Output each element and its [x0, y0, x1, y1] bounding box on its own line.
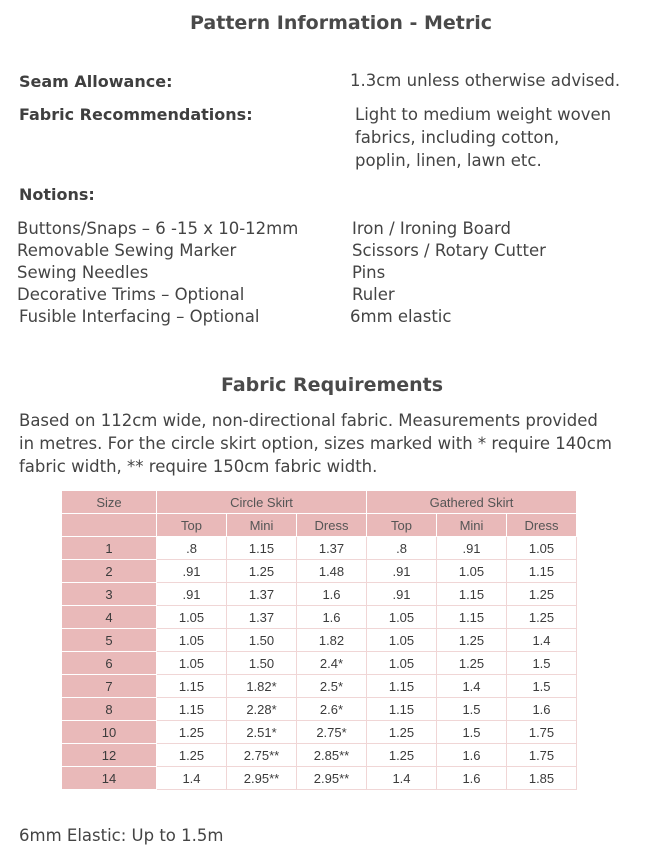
value-cell: 1.15 — [437, 583, 507, 606]
table-row — [62, 629, 577, 652]
gathered-skirt-header: Gathered Skirt — [367, 491, 577, 514]
value-cell: 2.51* — [227, 721, 297, 744]
fabric-recommendations-line: poplin, linen, lawn etc. — [355, 151, 542, 170]
gathered-top-header: Top — [367, 514, 437, 537]
circle-skirt-header: Circle Skirt — [157, 491, 367, 514]
value-cell: 1.50 — [227, 629, 297, 652]
size-cell: 7 — [62, 675, 157, 698]
notion-item: 6mm elastic — [350, 307, 452, 326]
value-cell: 1.75 — [507, 744, 577, 767]
gathered-mini-header: Mini — [437, 514, 507, 537]
table-row — [62, 675, 577, 698]
value-cell: 1.05 — [157, 652, 227, 675]
notions-label: Notions: — [19, 185, 95, 204]
seam-allowance-value: 1.3cm unless otherwise advised. — [350, 71, 621, 90]
size-cell: 5 — [62, 629, 157, 652]
value-cell: 1.25 — [507, 583, 577, 606]
size-cell: 10 — [62, 721, 157, 744]
notion-item: Sewing Needles — [17, 263, 149, 282]
size-cell: 2 — [62, 560, 157, 583]
value-cell: 1.85 — [507, 767, 577, 790]
value-cell: 1.37 — [227, 606, 297, 629]
table-row — [62, 537, 577, 560]
size-cell: 3 — [62, 583, 157, 606]
value-cell: 2.6* — [297, 698, 367, 721]
value-cell: 1.15 — [227, 537, 297, 560]
fabric-requirements-title: Fabric Requirements — [221, 374, 444, 396]
value-cell: .8 — [367, 537, 437, 560]
value-cell: 1.5 — [507, 652, 577, 675]
value-cell: 2.75* — [297, 721, 367, 744]
size-cell: 14 — [62, 767, 157, 790]
value-cell: 1.15 — [367, 675, 437, 698]
value-cell: 1.05 — [437, 560, 507, 583]
value-cell: 1.6 — [297, 606, 367, 629]
page-title: Pattern Information - Metric — [190, 12, 493, 34]
value-cell: 1.82* — [227, 675, 297, 698]
circle-dress-header: Dress — [297, 514, 367, 537]
value-cell: 1.05 — [507, 537, 577, 560]
fabric-requirements-table — [61, 490, 577, 790]
value-cell: 1.25 — [367, 721, 437, 744]
seam-allowance-label: Seam Allowance: — [19, 72, 173, 91]
value-cell: 2.28* — [227, 698, 297, 721]
elastic-note: 6mm Elastic: Up to 1.5m — [19, 826, 224, 845]
value-cell: .91 — [367, 560, 437, 583]
value-cell: .8 — [157, 537, 227, 560]
gathered-dress-header: Dress — [507, 514, 577, 537]
notion-item: Fusible Interfacing – Optional — [19, 307, 260, 326]
value-cell: 1.50 — [227, 652, 297, 675]
table-row — [62, 560, 577, 583]
table-row — [62, 744, 577, 767]
value-cell: 2.95** — [297, 767, 367, 790]
table-row — [62, 698, 577, 721]
value-cell: 1.05 — [367, 652, 437, 675]
size-cell: 12 — [62, 744, 157, 767]
requirements-text-line: Based on 112cm wide, non-directional fabric. Measurements provided — [19, 411, 598, 430]
notion-item: Ruler — [352, 285, 395, 304]
circle-mini-header: Mini — [227, 514, 297, 537]
value-cell: 1.82 — [297, 629, 367, 652]
value-cell: 2.85** — [297, 744, 367, 767]
value-cell: 1.6 — [437, 767, 507, 790]
size-header: Size — [62, 491, 157, 514]
fabric-recommendations-label: Fabric Recommendations: — [19, 105, 253, 124]
value-cell: 1.6 — [437, 744, 507, 767]
fabric-recommendations-line: Light to medium weight woven — [355, 105, 612, 124]
value-cell: 1.4 — [157, 767, 227, 790]
value-cell: 2.75** — [227, 744, 297, 767]
size-cell: 8 — [62, 698, 157, 721]
value-cell: 1.4 — [507, 629, 577, 652]
value-cell: 1.25 — [367, 744, 437, 767]
value-cell: 2.4* — [297, 652, 367, 675]
value-cell: 1.05 — [367, 606, 437, 629]
table-subheader-row — [62, 514, 577, 537]
table-header-row — [62, 491, 577, 514]
table-row — [62, 721, 577, 744]
value-cell: 1.5 — [507, 675, 577, 698]
value-cell: 1.5 — [437, 698, 507, 721]
value-cell: 1.37 — [227, 583, 297, 606]
table-row — [62, 767, 577, 790]
value-cell: 1.75 — [507, 721, 577, 744]
value-cell: 1.15 — [507, 560, 577, 583]
notion-item: Scissors / Rotary Cutter — [352, 241, 546, 260]
requirements-text-line: fabric width, ** require 150cm fabric width. — [19, 457, 378, 476]
value-cell: .91 — [157, 583, 227, 606]
notion-item: Buttons/Snaps – 6 -15 x 10-12mm — [17, 219, 299, 238]
value-cell: 1.25 — [157, 744, 227, 767]
notion-item: Pins — [352, 263, 386, 282]
value-cell: 1.15 — [157, 675, 227, 698]
table-row — [62, 583, 577, 606]
value-cell: 1.05 — [157, 629, 227, 652]
size-header-blank — [62, 514, 157, 537]
fabric-recommendations-line: fabrics, including cotton, — [355, 128, 560, 147]
value-cell: 1.05 — [367, 629, 437, 652]
value-cell: 1.25 — [437, 629, 507, 652]
value-cell: 1.4 — [437, 675, 507, 698]
value-cell: 1.25 — [157, 721, 227, 744]
value-cell: 2.95** — [227, 767, 297, 790]
value-cell: 1.25 — [437, 652, 507, 675]
value-cell: 1.15 — [157, 698, 227, 721]
notion-item: Decorative Trims – Optional — [17, 285, 245, 304]
table-row — [62, 606, 577, 629]
value-cell: 1.25 — [507, 606, 577, 629]
notion-item: Iron / Ironing Board — [352, 219, 511, 238]
value-cell: 1.6 — [297, 583, 367, 606]
size-cell: 6 — [62, 652, 157, 675]
value-cell: 1.6 — [507, 698, 577, 721]
value-cell: .91 — [157, 560, 227, 583]
value-cell: .91 — [367, 583, 437, 606]
size-cell: 4 — [62, 606, 157, 629]
notion-item: Removable Sewing Marker — [17, 241, 237, 260]
size-cell: 1 — [62, 537, 157, 560]
circle-top-header: Top — [157, 514, 227, 537]
value-cell: 1.5 — [437, 721, 507, 744]
value-cell: 1.15 — [437, 606, 507, 629]
value-cell: 1.15 — [367, 698, 437, 721]
value-cell: 1.37 — [297, 537, 367, 560]
value-cell: 1.48 — [297, 560, 367, 583]
table-row — [62, 652, 577, 675]
value-cell: 2.5* — [297, 675, 367, 698]
requirements-text-line: in metres. For the circle skirt option, sizes marked with * require 140cm — [19, 434, 612, 453]
value-cell: 1.25 — [227, 560, 297, 583]
value-cell: 1.4 — [367, 767, 437, 790]
value-cell: .91 — [437, 537, 507, 560]
value-cell: 1.05 — [157, 606, 227, 629]
